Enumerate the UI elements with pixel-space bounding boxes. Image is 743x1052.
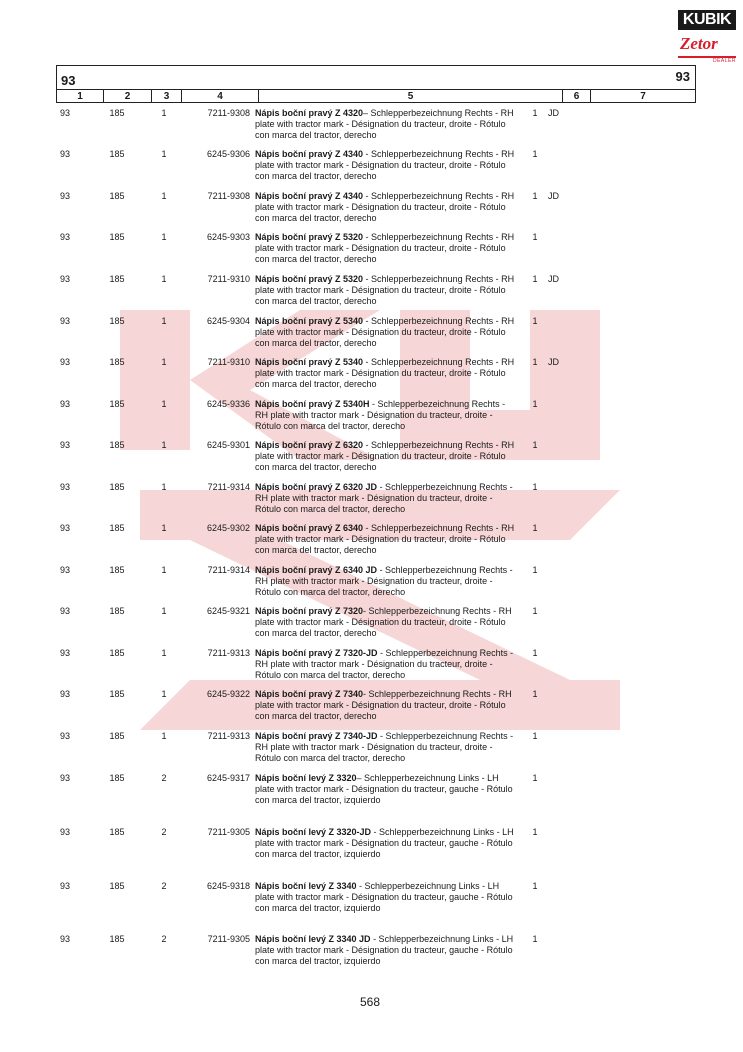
description-title: Nápis boční levý Z 3340 bbox=[255, 881, 357, 891]
cell-description bbox=[255, 232, 517, 265]
cell-part-number: 6245-9304 bbox=[206, 316, 250, 326]
cell-part-number: 6245-9301 bbox=[206, 440, 250, 450]
description-text: - Schlepperbezeichnung Rechts - RH plate with tractor mark - Désignation du tracteur, droite - Rótulo con marca del tractor, derecho bbox=[255, 399, 506, 431]
cell-item: 2 bbox=[161, 827, 167, 837]
description-title: Nápis boční pravý Z 4340 bbox=[255, 149, 364, 159]
cell-position: 93 bbox=[60, 881, 71, 891]
cell-item: 2 bbox=[161, 773, 167, 783]
section-number-right: 93 bbox=[675, 69, 690, 84]
cell-description bbox=[255, 316, 517, 349]
cell-quantity: 1 bbox=[532, 482, 538, 492]
description-text: - Schlepperbezeichnung Rechts - RH plate with tractor mark - Désignation du tracteur, droite - Rótulo con marca del tractor, derecho bbox=[255, 606, 512, 638]
cell-item: 2 bbox=[161, 934, 167, 944]
cell-part-number: 6245-9306 bbox=[206, 149, 250, 159]
cell-quantity: 1 bbox=[532, 731, 538, 741]
cell-quantity: 1 bbox=[532, 440, 538, 450]
description-title: Nápis boční pravý Z 5320 bbox=[255, 232, 364, 242]
description-title: Nápis boční pravý Z 6320 JD bbox=[255, 482, 378, 492]
description-title: Nápis boční levý Z 3320 bbox=[255, 773, 357, 783]
cell-item: 1 bbox=[161, 523, 167, 533]
cell-part-number: 6245-9321 bbox=[206, 606, 250, 616]
kubik-zetor-logo bbox=[678, 10, 736, 66]
cell-quantity: 1 bbox=[532, 565, 538, 575]
cell-position: 93 bbox=[60, 108, 71, 118]
description-title: Nápis boční pravý Z 5320 bbox=[255, 274, 364, 284]
cell-note: JD bbox=[548, 274, 559, 284]
cell-description bbox=[255, 881, 517, 914]
cell-group: 185 bbox=[109, 232, 125, 242]
description-text: – Schlepperbezeichnung Links - LH plate with tractor mark - Désignation du tracteur, gauche - Rótulo con marca del tractor, izquierdo bbox=[255, 773, 513, 805]
cell-group: 185 bbox=[109, 827, 125, 837]
cell-position: 93 bbox=[60, 934, 71, 944]
cell-note: JD bbox=[548, 108, 559, 118]
description-title: Nápis boční pravý Z 7320 bbox=[255, 606, 364, 616]
cell-note: JD bbox=[548, 357, 559, 367]
cell-part-number: 7211-9313 bbox=[207, 731, 250, 741]
cell-description bbox=[255, 565, 517, 598]
description-title: Nápis boční pravý Z 7340-JD bbox=[255, 731, 378, 741]
column-header-3: 3 bbox=[152, 90, 182, 102]
cell-quantity: 1 bbox=[532, 149, 538, 159]
cell-group: 185 bbox=[109, 606, 125, 616]
cell-description bbox=[255, 934, 517, 967]
cell-quantity: 1 bbox=[532, 191, 538, 201]
cell-item: 2 bbox=[161, 881, 167, 891]
cell-group: 185 bbox=[109, 191, 125, 201]
cell-group: 185 bbox=[109, 274, 125, 284]
cell-part-number: 7211-9305 bbox=[207, 827, 250, 837]
cell-quantity: 1 bbox=[532, 881, 538, 891]
cell-quantity: 1 bbox=[532, 108, 538, 118]
cell-part-number: 7211-9310 bbox=[207, 274, 250, 284]
column-header-2: 2 bbox=[104, 90, 152, 102]
cell-quantity: 1 bbox=[532, 827, 538, 837]
cell-item: 1 bbox=[161, 232, 167, 242]
cell-position: 93 bbox=[60, 827, 71, 837]
cell-quantity: 1 bbox=[532, 232, 538, 242]
description-text: - Schlepperbezeichnung Rechts - RH plate with tractor mark - Désignation du tracteur, droite - Rótulo con marca del tractor, derecho bbox=[255, 274, 515, 306]
logo-tag: DEALER bbox=[712, 58, 736, 64]
description-text: - Schlepperbezeichnung Rechts - RH plate with tractor mark - Désignation du tracteur, droite - Rótulo con marca del tractor, derecho bbox=[255, 357, 515, 389]
description-title: Nápis boční pravý Z 4320 bbox=[255, 108, 364, 118]
description-title: Nápis boční pravý Z 7320-JD bbox=[255, 648, 378, 658]
cell-group: 185 bbox=[109, 482, 125, 492]
cell-group: 185 bbox=[109, 149, 125, 159]
cell-position: 93 bbox=[60, 316, 71, 326]
cell-position: 93 bbox=[60, 440, 71, 450]
cell-quantity: 1 bbox=[532, 648, 538, 658]
cell-group: 185 bbox=[109, 399, 125, 409]
cell-group: 185 bbox=[109, 648, 125, 658]
cell-group: 185 bbox=[109, 108, 125, 118]
description-text: - Schlepperbezeichnung Links - LH plate with tractor mark - Désignation du tracteur, gauche - Rótulo con marca del tractor, izquierdo bbox=[255, 934, 514, 966]
description-title: Nápis boční pravý Z 6340 bbox=[255, 523, 364, 533]
description-title: Nápis boční pravý Z 6320 bbox=[255, 440, 364, 450]
description-title: Nápis boční levý Z 3340 JD bbox=[255, 934, 371, 944]
logo-brand: KUBIK bbox=[678, 10, 736, 30]
cell-description bbox=[255, 648, 517, 681]
cell-quantity: 1 bbox=[532, 773, 538, 783]
cell-group: 185 bbox=[109, 773, 125, 783]
cell-position: 93 bbox=[60, 689, 71, 699]
cell-item: 1 bbox=[161, 565, 167, 575]
cell-part-number: 7211-9308 bbox=[207, 108, 250, 118]
cell-group: 185 bbox=[109, 689, 125, 699]
description-title: Nápis boční levý Z 3320-JD bbox=[255, 827, 372, 837]
column-header-4: 4 bbox=[182, 90, 259, 102]
cell-description bbox=[255, 149, 517, 182]
cell-position: 93 bbox=[60, 606, 71, 616]
cell-part-number: 6245-9322 bbox=[206, 689, 250, 699]
cell-position: 93 bbox=[60, 149, 71, 159]
description-title: Nápis boční pravý Z 5340H bbox=[255, 399, 370, 409]
description-text: - Schlepperbezeichnung Rechts - RH plate with tractor mark - Désignation du tracteur, droite - Rótulo con marca del tractor, derecho bbox=[255, 440, 515, 472]
cell-description bbox=[255, 399, 517, 432]
cell-item: 1 bbox=[161, 316, 167, 326]
description-title: Nápis boční pravý Z 4340 bbox=[255, 191, 364, 201]
description-text: - Schlepperbezeichnung Rechts - RH plate with tractor mark - Désignation du tracteur, droite - Rótulo con marca del tractor, derecho bbox=[255, 149, 515, 181]
description-text: - Schlepperbezeichnung Rechts - RH plate with tractor mark - Désignation du tracteur, droite - Rótulo con marca del tractor, derecho bbox=[255, 523, 515, 555]
cell-part-number: 7211-9313 bbox=[207, 648, 250, 658]
cell-part-number: 6245-9317 bbox=[206, 773, 250, 783]
column-header-1: 1 bbox=[57, 90, 104, 102]
description-text: - Schlepperbezeichnung Rechts - RH plate with tractor mark - Désignation du tracteur, droite - Rótulo con marca del tractor, derecho bbox=[255, 731, 514, 763]
cell-quantity: 1 bbox=[532, 399, 538, 409]
cell-group: 185 bbox=[109, 934, 125, 944]
cell-description bbox=[255, 274, 517, 307]
cell-group: 185 bbox=[109, 357, 125, 367]
section-header bbox=[56, 65, 696, 89]
description-text: – Schlepperbezeichnung Rechts - RH plate with tractor mark - Désignation du tracteur, droite - Rótulo con marca del tractor, derecho bbox=[255, 108, 514, 140]
cell-item: 1 bbox=[161, 191, 167, 201]
cell-description bbox=[255, 357, 517, 390]
description-text: - Schlepperbezeichnung Links - LH plate with tractor mark - Désignation du tracteur, gauche - Rótulo con marca del tractor, izquierdo bbox=[255, 827, 514, 859]
cell-position: 93 bbox=[60, 482, 71, 492]
cell-description bbox=[255, 191, 517, 224]
cell-description bbox=[255, 108, 517, 141]
cell-item: 1 bbox=[161, 731, 167, 741]
column-header-7: 7 bbox=[640, 91, 646, 102]
cell-description bbox=[255, 827, 517, 860]
cell-group: 185 bbox=[109, 731, 125, 741]
cell-item: 1 bbox=[161, 108, 167, 118]
cell-item: 1 bbox=[161, 440, 167, 450]
cell-position: 93 bbox=[60, 731, 71, 741]
cell-part-number: 7211-9314 bbox=[207, 565, 250, 575]
cell-part-number: 6245-9302 bbox=[206, 523, 250, 533]
cell-group: 185 bbox=[109, 523, 125, 533]
column-header-6: 6 bbox=[563, 90, 591, 102]
cell-note: JD bbox=[548, 191, 559, 201]
cell-description bbox=[255, 773, 517, 806]
description-title: Nápis boční pravý Z 5340 bbox=[255, 316, 364, 326]
cell-group: 185 bbox=[109, 440, 125, 450]
page-number: 568 bbox=[359, 995, 381, 1009]
cell-position: 93 bbox=[60, 274, 71, 284]
cell-item: 1 bbox=[161, 399, 167, 409]
description-text: - Schlepperbezeichnung Rechts - RH plate with tractor mark - Désignation du tracteur, droite - Rótulo con marca del tractor, derecho bbox=[255, 648, 514, 680]
cell-group: 185 bbox=[109, 316, 125, 326]
cell-position: 93 bbox=[60, 191, 71, 201]
cell-description bbox=[255, 482, 517, 515]
logo-sub: Zetor bbox=[680, 34, 718, 53]
cell-item: 1 bbox=[161, 482, 167, 492]
cell-quantity: 1 bbox=[532, 934, 538, 944]
description-text: - Schlepperbezeichnung Rechts - RH plate with tractor mark - Désignation du tracteur, droite - Rótulo con marca del tractor, derecho bbox=[255, 565, 513, 597]
cell-position: 93 bbox=[60, 565, 71, 575]
description-title: Nápis boční pravý Z 7340 bbox=[255, 689, 364, 699]
cell-quantity: 1 bbox=[532, 316, 538, 326]
cell-quantity: 1 bbox=[532, 606, 538, 616]
column-header-5: 5 bbox=[259, 90, 563, 102]
cell-item: 1 bbox=[161, 648, 167, 658]
cell-description bbox=[255, 523, 517, 556]
description-text: - Schlepperbezeichnung Rechts - RH plate with tractor mark - Désignation du tracteur, droite - Rótulo con marca del tractor, derecho bbox=[255, 316, 515, 348]
cell-position: 93 bbox=[60, 357, 71, 367]
cell-position: 93 bbox=[60, 773, 71, 783]
cell-position: 93 bbox=[60, 399, 71, 409]
description-text: - Schlepperbezeichnung Rechts - RH plate with tractor mark - Désignation du tracteur, droite - Rótulo con marca del tractor, derecho bbox=[255, 482, 513, 514]
cell-item: 1 bbox=[161, 357, 167, 367]
cell-position: 93 bbox=[60, 232, 71, 242]
cell-description bbox=[255, 689, 517, 722]
cell-description bbox=[255, 606, 517, 639]
cell-position: 93 bbox=[60, 523, 71, 533]
cell-quantity: 1 bbox=[532, 523, 538, 533]
cell-group: 185 bbox=[109, 881, 125, 891]
cell-item: 1 bbox=[161, 689, 167, 699]
cell-part-number: 6245-9318 bbox=[206, 881, 250, 891]
cell-description bbox=[255, 731, 517, 764]
description-text: - Schlepperbezeichnung Rechts - RH plate with tractor mark - Désignation du tracteur, droite - Rótulo con marca del tractor, derecho bbox=[255, 232, 515, 264]
cell-quantity: 1 bbox=[532, 689, 538, 699]
cell-item: 1 bbox=[161, 149, 167, 159]
cell-part-number: 7211-9305 bbox=[207, 934, 250, 944]
cell-part-number: 6245-9336 bbox=[206, 399, 250, 409]
cell-item: 1 bbox=[161, 606, 167, 616]
cell-part-number: 7211-9310 bbox=[207, 357, 250, 367]
description-title: Nápis boční pravý Z 5340 bbox=[255, 357, 364, 367]
cell-quantity: 1 bbox=[532, 274, 538, 284]
cell-description bbox=[255, 440, 517, 473]
description-text: - Schlepperbezeichnung Rechts - RH plate with tractor mark - Désignation du tracteur, droite - Rótulo con marca del tractor, derecho bbox=[255, 689, 512, 721]
description-text: - Schlepperbezeichnung Links - LH plate with tractor mark - Désignation du tracteur, gauche - Rótulo con marca del tractor, izquierdo bbox=[255, 881, 513, 913]
cell-part-number: 7211-9314 bbox=[207, 482, 250, 492]
cell-part-number: 6245-9303 bbox=[206, 232, 250, 242]
cell-quantity: 1 bbox=[532, 357, 538, 367]
cell-position: 93 bbox=[60, 648, 71, 658]
cell-group: 185 bbox=[109, 565, 125, 575]
cell-part-number: 7211-9308 bbox=[207, 191, 250, 201]
section-number-left: 93 bbox=[61, 73, 76, 88]
description-title: Nápis boční pravý Z 6340 JD bbox=[255, 565, 378, 575]
description-text: - Schlepperbezeichnung Rechts - RH plate with tractor mark - Désignation du tracteur, droite - Rótulo con marca del tractor, derecho bbox=[255, 191, 515, 223]
cell-item: 1 bbox=[161, 274, 167, 284]
column-header-row bbox=[56, 89, 696, 103]
